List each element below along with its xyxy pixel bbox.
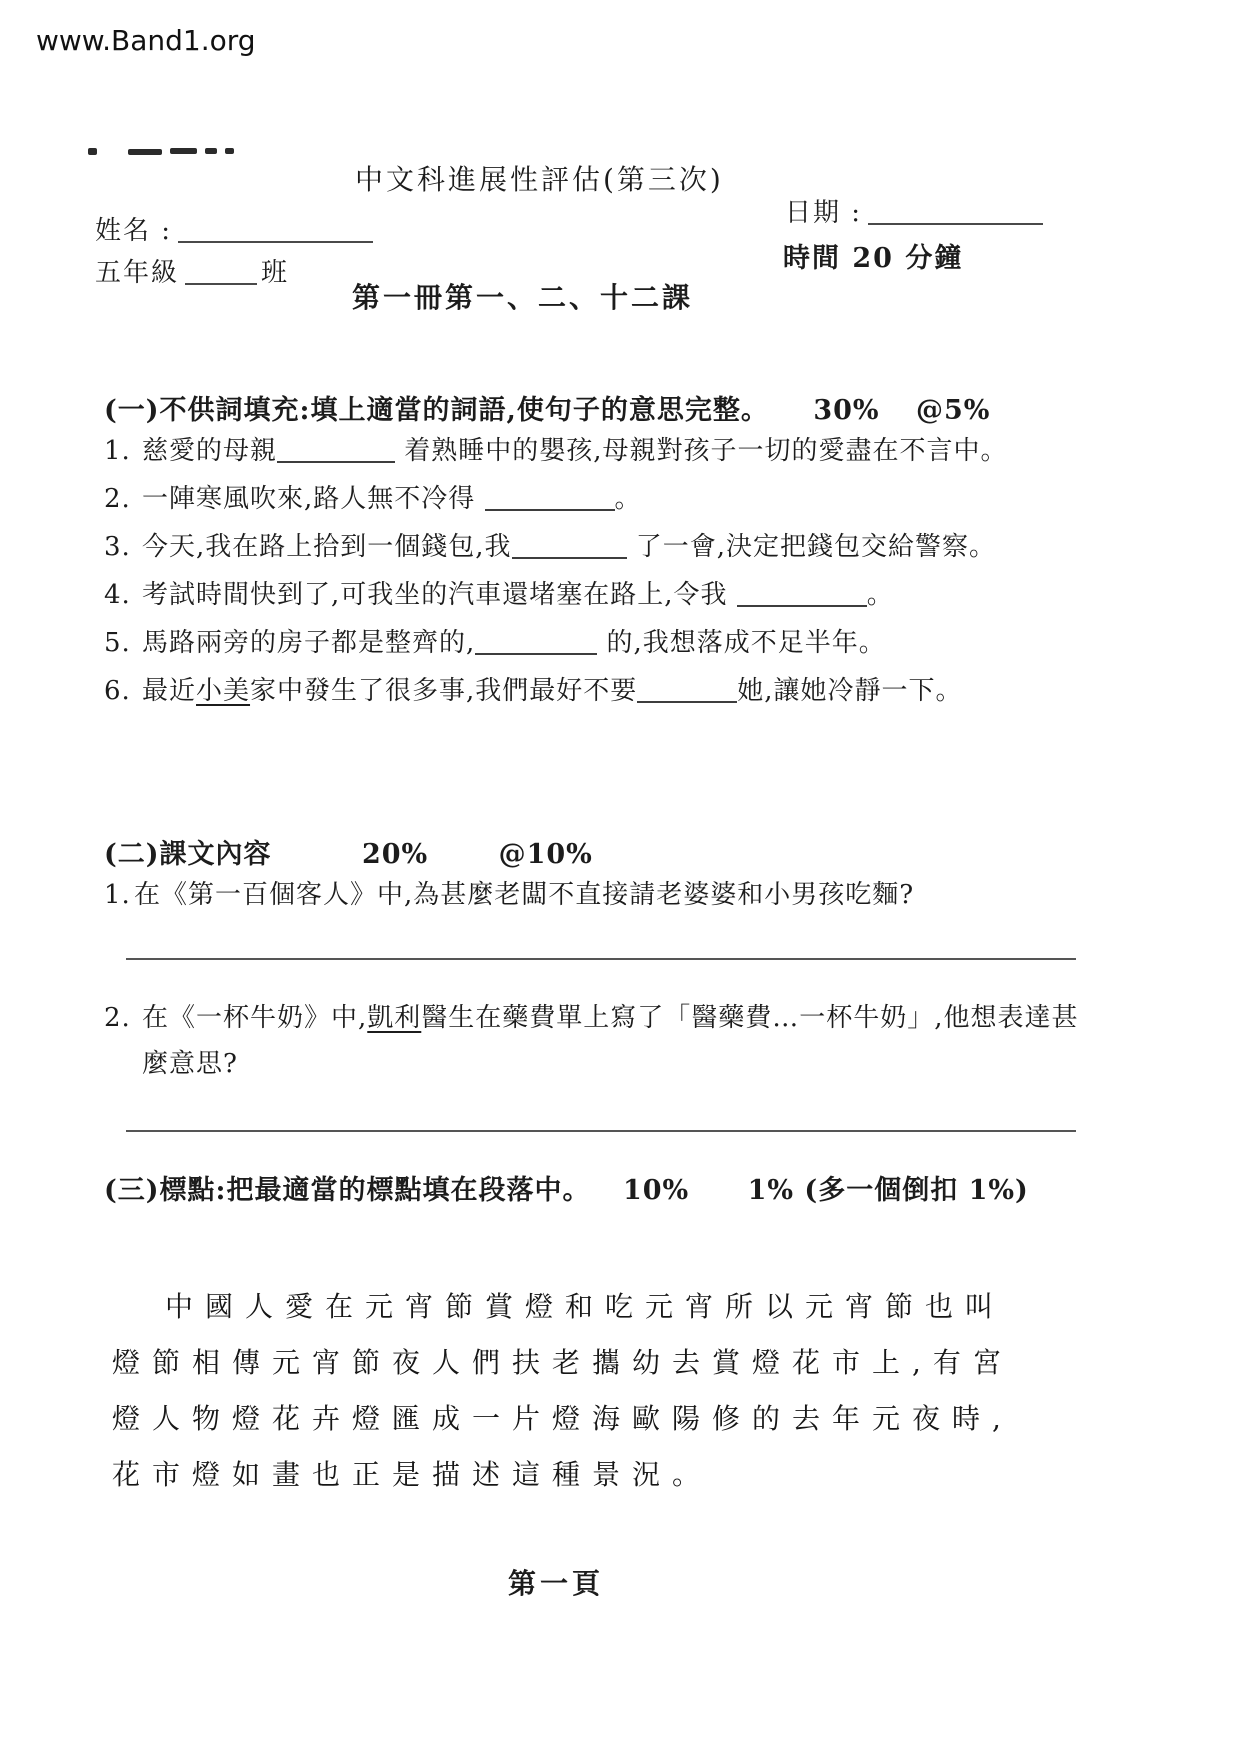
section1-per-item: @5% (915, 395, 991, 426)
text-segment: 醫生在藥費單上寫了「醫藥費…一杯牛奶」,他想表達甚麼意思? (142, 1003, 1079, 1079)
answer-blank[interactable] (737, 581, 867, 607)
name-row (95, 210, 373, 247)
paragraph-line-4: 花市燈如畫也正是描述這種景況。 (112, 1458, 713, 1491)
text-segment: 最近 (142, 676, 197, 706)
text-segment: 家中發生了很多事,我們最好不要 (250, 676, 638, 706)
question-row-6 (104, 668, 1192, 714)
scan-smudge-marks (88, 146, 258, 160)
text-segment: 。 (866, 580, 894, 610)
text-segment: 一陣寒風吹來,路人無不冷得 (142, 484, 485, 514)
grade-label: 五年級 (95, 258, 180, 288)
class-label: 班 (261, 258, 290, 288)
answer-blank[interactable] (277, 437, 395, 463)
text-segment: 今天,我在路上拾到一個錢包,我 (142, 532, 512, 562)
question-number: 5. (104, 628, 131, 658)
question-number: 4. (104, 580, 131, 610)
section2-heading (104, 832, 593, 871)
answer-blank[interactable] (475, 629, 597, 655)
text-segment: 小美 (196, 676, 251, 706)
section3-title: (三)標點:把最適當的標點填在段落中。 (104, 1175, 591, 1206)
question-number: 6. (104, 676, 131, 706)
page-number: 第一頁 (508, 1567, 605, 1600)
section2-question-1 (104, 872, 1192, 918)
answer-line-2[interactable] (126, 1130, 1076, 1132)
paragraph-line-2: 燈節相傳元宵節夜人們扶老攜幼去賞燈花市上,有宮 (112, 1346, 1013, 1379)
text-segment: 馬路兩旁的房子都是整齊的, (142, 628, 476, 658)
question-body (142, 484, 642, 514)
text-segment: 。 (614, 484, 642, 514)
question-body (142, 628, 886, 658)
duration-label: 時間 20 分鐘 (783, 243, 964, 274)
question-body (142, 1003, 1079, 1079)
text-segment: 考試時間快到了,可我坐的汽車還堵塞在路上,令我 (142, 580, 737, 610)
class-row (95, 252, 289, 289)
question-row-5 (104, 620, 1192, 666)
question-number: 2. (104, 484, 131, 514)
answer-line-1[interactable] (126, 958, 1076, 960)
text-segment: 凱利 (367, 1003, 422, 1033)
text-segment: 慈愛的母親 (142, 436, 278, 466)
text-segment: 着熟睡中的嬰孩,母親對孩子一切的愛盡在不言中。 (395, 436, 1008, 466)
question-number: 3. (104, 532, 131, 562)
name-blank[interactable] (178, 219, 373, 243)
answer-blank[interactable] (485, 485, 615, 511)
watermark: www.Band1.org (36, 24, 256, 57)
paper-subtitle: 第一冊第一、二、十二課 (352, 281, 694, 314)
name-label: 姓名 : (95, 216, 173, 246)
section1-heading (104, 388, 990, 427)
question-body (134, 880, 914, 910)
question-row-4 (104, 572, 1192, 618)
paper-title: 中文科進展性評估(第三次) (355, 163, 724, 196)
paragraph-line-1: 中國人愛在元宵節賞燈和吃元宵所以元宵節也叫 (165, 1290, 1006, 1323)
section3-score: 10% (622, 1175, 690, 1206)
section2-score: 20% (361, 839, 429, 870)
section2-title: (二)課文內容 (104, 839, 272, 870)
section2-per-item: @10% (498, 839, 593, 870)
date-blank[interactable] (868, 201, 1043, 225)
date-row (785, 192, 1043, 229)
text-segment: 的,我想落成不足半年。 (597, 628, 886, 658)
paragraph-line-3: 燈人物燈花卉燈匯成一片燈海歐陽修的去年元夜時, (112, 1402, 1013, 1435)
class-blank[interactable] (185, 261, 257, 285)
section3-penalty: 1% (多一個倒扣 1%) (747, 1175, 1029, 1206)
question-number: 1. (104, 880, 131, 910)
answer-blank[interactable] (637, 677, 737, 703)
text-segment: 在《一杯牛奶》中, (142, 1003, 368, 1033)
question-body (142, 580, 894, 610)
section1-score: 30% (813, 395, 880, 426)
question-body (142, 532, 996, 562)
section2-question-2 (104, 995, 1082, 1087)
question-row-3 (104, 524, 1192, 570)
text-segment: 了一會,決定把錢包交給警察。 (626, 532, 997, 562)
text-segment: 在《第一百個客人》中,為甚麼老闆不直接請老婆婆和小男孩吃麵? (134, 880, 915, 910)
text-segment: 她,讓她冷靜一下。 (737, 676, 963, 706)
date-label: 日期 : (785, 198, 863, 228)
question-row-1 (104, 428, 1192, 474)
answer-blank[interactable] (512, 533, 627, 559)
question-row-2 (104, 476, 1192, 522)
question-number: 1. (104, 436, 131, 466)
question-body (142, 676, 963, 706)
question-body (142, 436, 1008, 466)
question-number: 2. (104, 1003, 131, 1033)
section3-heading (104, 1168, 1029, 1207)
section1-title: (一)不供詞填充:填上適當的詞語,使句子的意思完整。 (104, 395, 769, 426)
